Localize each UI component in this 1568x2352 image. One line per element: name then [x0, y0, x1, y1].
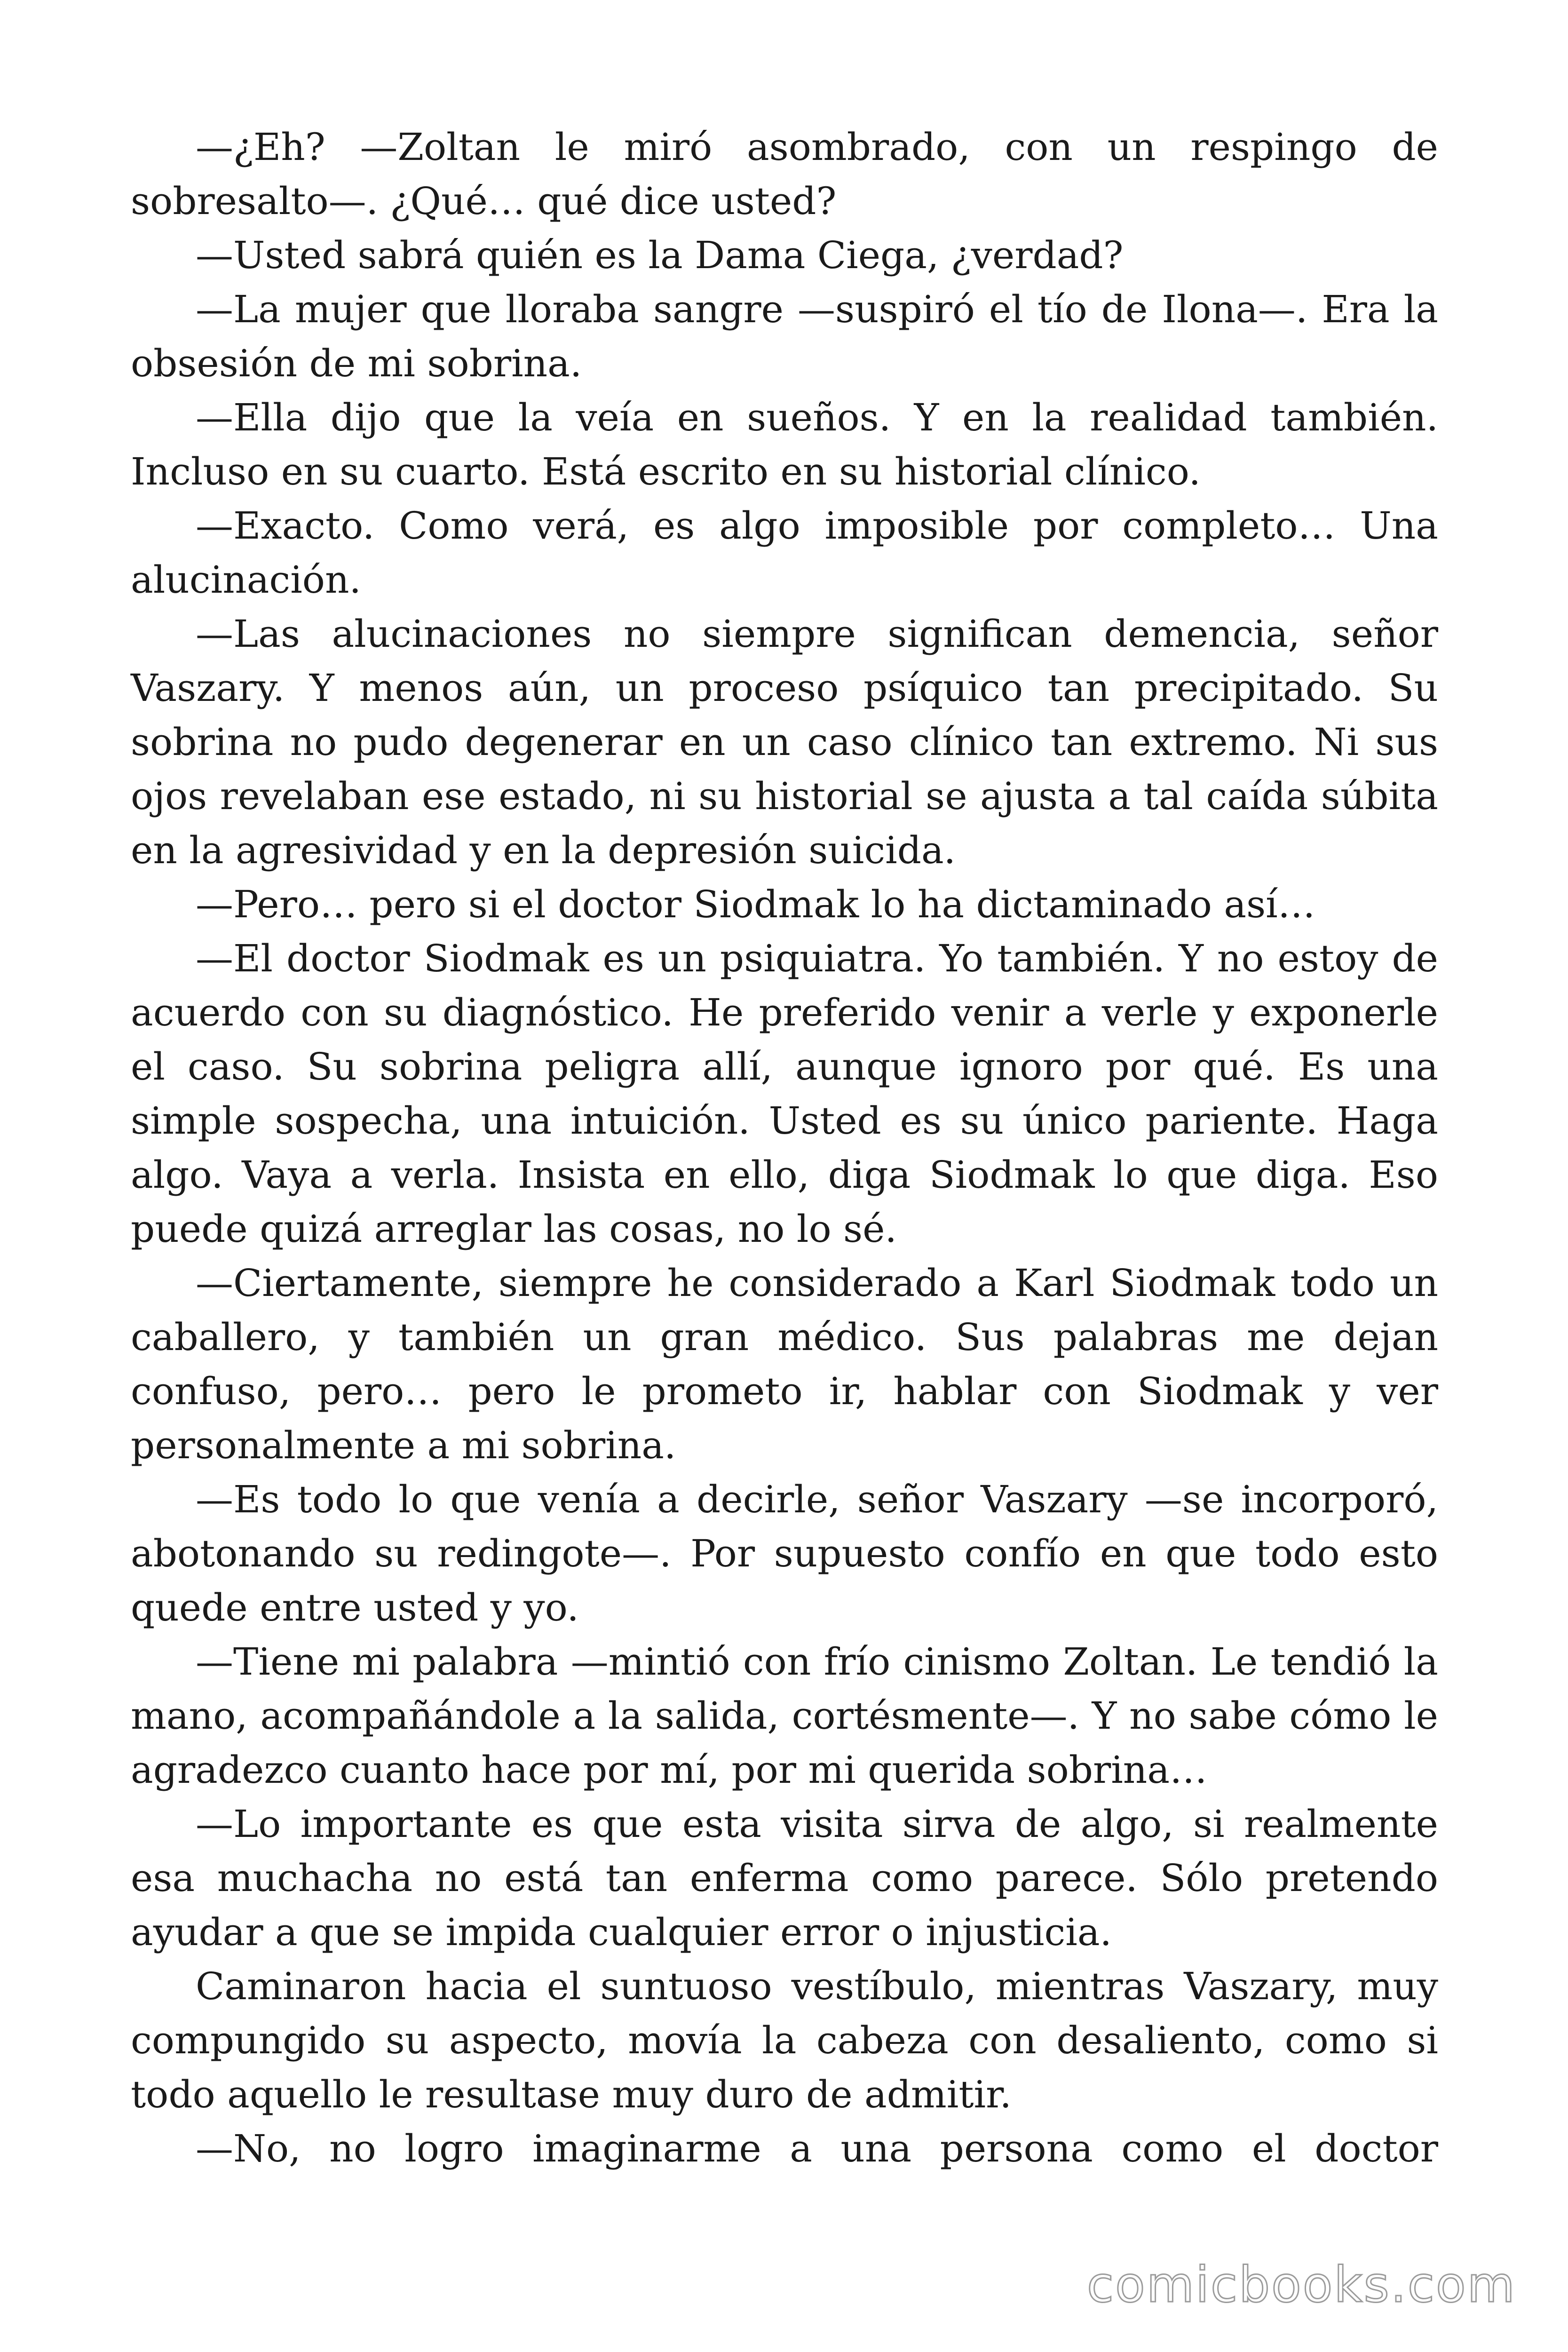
paragraph: —Ella dijo que la veía en sueños. Y en la realidad también. Incluso en su cuarto. Está escrito en su historial clínico. — [131, 396, 1438, 493]
paragraph: —¿Eh? —Zoltan le miró asombrado, con un respingo de sobresalto—. ¿Qué… qué dice usted? — [131, 125, 1438, 223]
paragraph: —Ciertamente, siempre he considerado a Karl Siodmak todo un caballero, y también un gran médico. Sus palabras me dejan confuso, pero… pero le prometo ir, hablar con Siodmak y ver personalmente a mi sobrina. — [131, 1261, 1438, 1467]
paragraph: —La mujer que lloraba sangre —suspiró el tío de Ilona—. Era la obsesión de mi sobrina. — [131, 287, 1438, 385]
paragraph: —Lo importante es que esta visita sirva de algo, si realmente esa muchacha no está tan enferma como parece. Sólo pretendo ayudar a que se impida cualquier error o injusticia. — [131, 1802, 1438, 1954]
paragraph: —Es todo lo que venía a decirle, señor Vaszary —se incorporó, abotonando su redingote—. Por supuesto confío en que todo esto quede entre usted y yo. — [131, 1478, 1438, 1629]
paragraph: —El doctor Siodmak es un psiquiatra. Yo también. Y no estoy de acuerdo con su diagnóstico. He preferido venir a verle y exponerle el caso. Su sobrina peligra allí, aunque ignoro por qué. Es una simple sospecha, una intuición. Usted es su único pariente. Haga algo. Vaya a verla. Insista en ello, diga Siodmak lo que diga. Eso puede quizá arreglar las cosas, no lo sé. — [131, 937, 1438, 1251]
paragraph: —Las alucinaciones no siempre significan demencia, señor Vaszary. Y menos aún, un proceso psíquico tan precipitado. Su sobrina no pudo degenerar en un caso clínico tan extremo. Ni sus ojos revelaban ese estado, ni su historial se ajusta a tal caída súbita en la agresividad y en la depresión suicida. — [131, 612, 1438, 872]
watermark: comicbooks.com — [1086, 2256, 1516, 2313]
paragraph: Caminaron hacia el suntuoso vestíbulo, mientras Vaszary, muy compungido su aspecto, movía la cabeza con desaliento, como si todo aquello le resultase muy duro de admitir. — [131, 1964, 1438, 2116]
paragraph: —Usted sabrá quién es la Dama Ciega, ¿verdad? — [196, 233, 1124, 277]
paragraph: —Tiene mi palabra —mintió con frío cinismo Zoltan. Le tendió la mano, acompañándole a la salida, cortésmente—. Y no sabe cómo le agradezco cuanto hace por mí, por mi querida sobrina… — [131, 1640, 1438, 1792]
paragraph: —Pero… pero si el doctor Siodmak lo ha dictaminado así… — [196, 882, 1315, 926]
paragraph-continued: —No, no logro imaginarme a una persona como el doctor — [196, 2127, 1438, 2170]
paragraph: —Exacto. Como verá, es algo imposible por completo… Una alucinación. — [131, 504, 1438, 602]
body-text — [131, 120, 1438, 2176]
